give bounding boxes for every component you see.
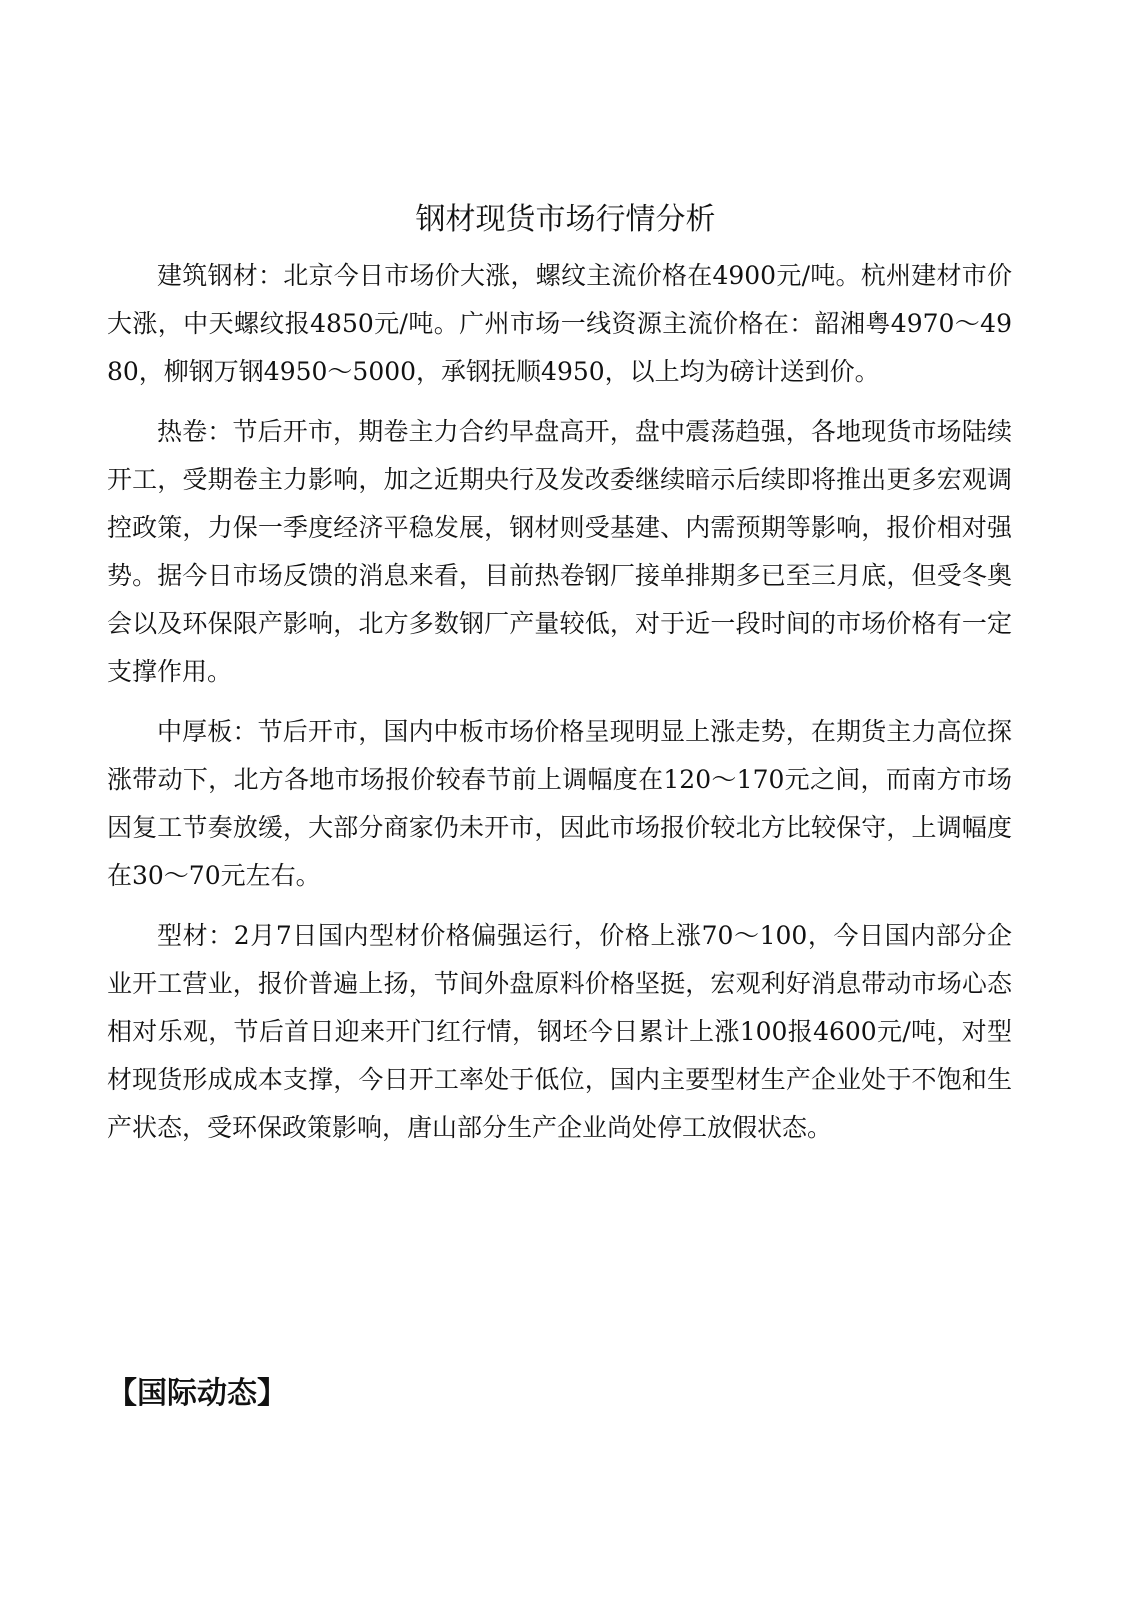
- page-title: 钢材现货市场行情分析: [415, 202, 716, 237]
- paragraph-section-steel: 型材：2月7日国内型材价格偏强运行，价格上涨70～100，今日国内部分企业开工营业，报价普遍上扬，节间外盘原料价格坚挺，宏观利好消息带动市场心态相对乐观，节后首日迎来开门红行情，钢坯今日累计上涨100报4600元/吨，对型材现货形成成本支撑，今日开工率处于低位，国内主要型材生产企业处于不饱和生产状态，受环保政策影响，唐山部分生产企业尚处停工放假状态。: [107, 921, 1012, 1142]
- paragraph-hot-rolled-coil: 热卷：节后开市，期卷主力合约早盘高开，盘中震荡趋强，各地现货市场陆续开工，受期卷主力影响，加之近期央行及发改委继续暗示后续即将推出更多宏观调控政策，力保一季度经济平稳发展，钢材则受基建、内需预期等影响，报价相对强势。据今日市场反馈的消息来看，目前热卷钢厂接单排期多已至三月底，但受冬奥会以及环保限产影响，北方多数钢厂产量较低，对于近一段时间的市场价格有一定支撑作用。: [107, 417, 1012, 686]
- paragraph-construction-steel: 建筑钢材：北京今日市场价大涨，螺纹主流价格在4900元/吨。杭州建材市价大涨，中天螺纹报4850元/吨。广州市场一线资源主流价格在：韶湘粤4970～4980，柳钢万钢4950～5000，承钢抚顺4950，以上均为磅计送到价。: [107, 261, 1012, 386]
- section-heading-international: 【国际动态】: [107, 1376, 287, 1411]
- article-body: [107, 252, 1012, 1164]
- paragraph-medium-thick-plate: 中厚板：节后开市，国内中板市场价格呈现明显上涨走势，在期货主力高位探涨带动下，北方各地市场报价较春节前上调幅度在120～170元之间，而南方市场因复工节奏放缓，大部分商家仍未开市，因此市场报价较北方比较保守，上调幅度在30～70元左右。: [107, 717, 1012, 890]
